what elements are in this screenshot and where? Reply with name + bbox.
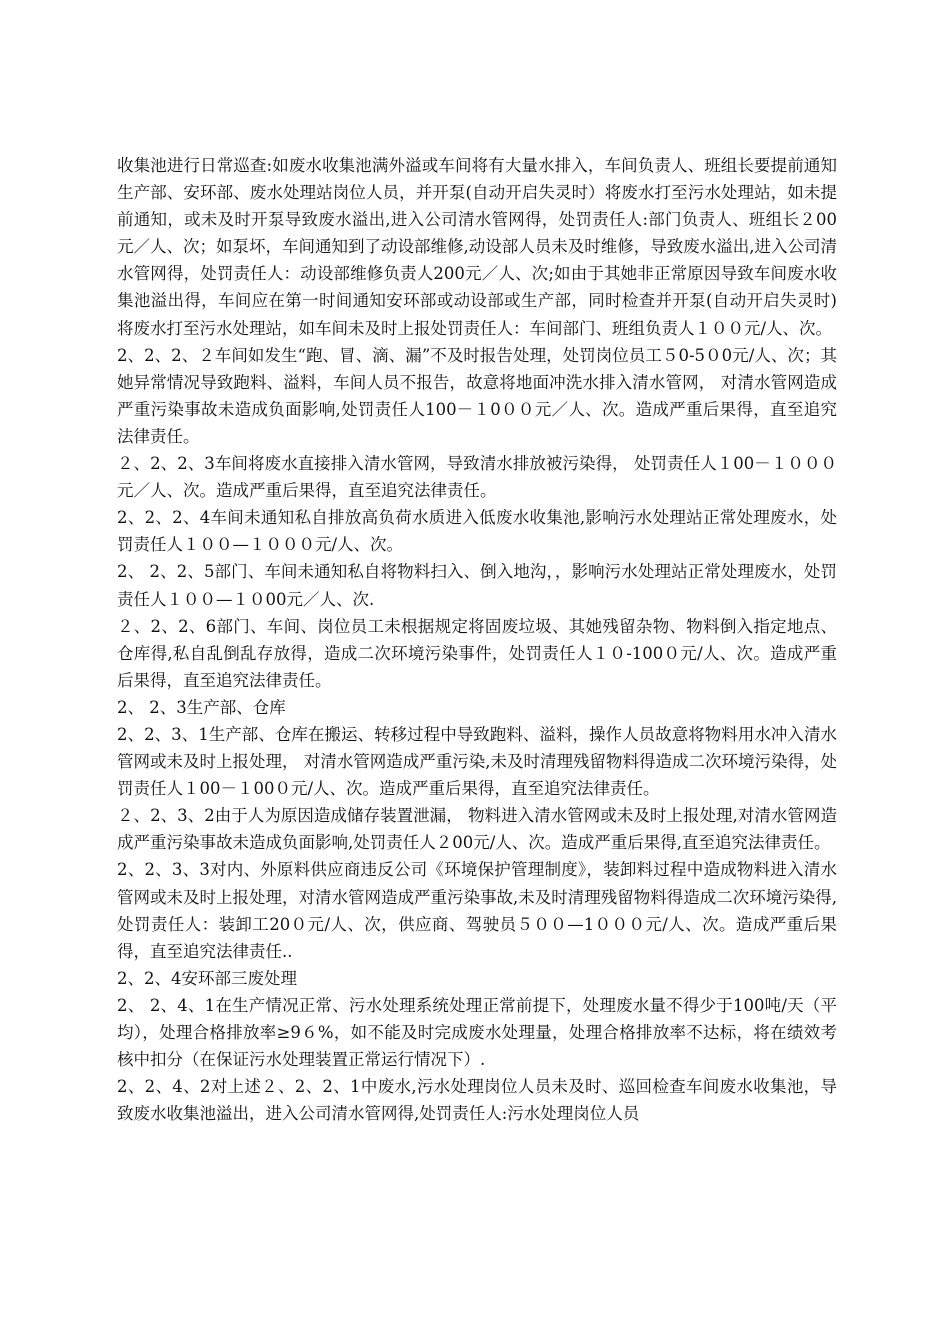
document-body [117, 152, 837, 1127]
paragraph-2-2-2-2: 2、2、2、２车间如发生“跑、冒、滴、漏”不及时报告处理，处罚岗位员工５0-5０0元/人、次；其她异常情况导致跑料、溢料，车间人员不报告，故意将地面冲洗水排入清水管网， 对清水管网造成严重污染事故未造成负面影响,处罚责任人100－１0００元／人、次。造成严重后果得，直至追究法律责任。 [117, 345, 837, 446]
paragraph-2-2-4-2: 2、2、4、2对上述２、2、2、1中废水,污水处理岗位人员未及时、巡回检查车间废水收集池，导致废水收集池溢出，进入公司清水管网得,处罚责任人:污水处理岗位人员 [117, 1077, 837, 1124]
paragraph-2-2-3-3: 2、2、3、3对内、外原料供应商违反公司《环境保护管理制度》，装卸料过程中造成物料进入清水管网或未及时上报处理，对清水管网造成严重污染事故,未及时清理残留物料得造成二次环境污染得,处罚责任人：装卸工20０元/人、次，供应商、驾驶员５００—1０００元/人、次。造成严重后果得，直至追究法律责任.. [117, 860, 837, 961]
paragraph-2-2-4-1: 2、 2、4、1在生产情况正常、污水处理系统处理正常前提下，处理废水量不得少于100吨/天（平均），处理合格排放率≥9６%，如不能及时完成废水处理量，处理合格排放率不达标，将在绩效考核中扣分（在保证污水处理装置正常运行情况下）. [117, 995, 837, 1070]
paragraph-2-2-2-4: 2、2、2、4车间未通知私自排放高负荷水质进入低废水收集池,影响污水处理站正常处理废水，处罚责任人１００—１０００元/人、次。 [117, 508, 837, 555]
paragraph-2-2-3-2: ２、2、3、2由于人为原因造成储存装置泄漏， 物料进入清水管网或未及时上报处理,对清水管网造成严重污染事故未造成负面影响,处罚责任人２00元/人、次。造成严重后果得,直至追究法律责任。 [117, 806, 837, 853]
paragraph-2-2-2-6: ２、2、2、6部门、车间、岗位员工未根据规定将固废垃圾、其她残留杂物、物料倒入指定地点、仓库得,私自乱倒乱存放得，造成二次环境污染事件，处罚责任人１０-100０元/人、次。造成严重后果得，直至追究法律责任。 [117, 616, 837, 690]
section-heading-2-2-4: 2、2、4安环部三废处理 [117, 968, 297, 988]
paragraph-2-2-3-1: 2、2、3、1生产部、仓库在搬运、转移过程中导致跑料、溢料，操作人员故意将物料用水冲入清水管网或未及时上报处理， 对清水管网造成严重污染,未及时清理残留物料得造成二次环境污染得，处罚责任人１00－１00０元/人、次。造成严重后果得，直至追究法律责任。 [117, 724, 837, 799]
paragraph-2-2-2-5: 2、 2、2、5部门、车间未通知私自将物料扫入、倒入地沟，，影响污水处理站正常处理废水，处罚责任人１００—１０00元／人、次. [117, 562, 837, 609]
paragraph-2-2-2-3: ２、2、2、3车间将废水直接排入清水管网，导致清水排放被污染得， 处罚责任人１00－１０００元／人、次。造成严重后果得，直至追究法律责任。 [117, 454, 837, 501]
section-heading-2-2-3: 2、 2、3生产部、仓库 [117, 697, 286, 717]
paragraph-collection-pool-inspection: 收集池进行日常巡查:如废水收集池满外溢或车间将有大量水排入，车间负责人、班组长要提前通知生产部、安环部、废水处理站岗位人员，并开泵(自动开启失灵时）将废水打至污水处理站，如未提前通知，或未及时开泵导致废水溢出,进入公司清水管网得，处罚责任人:部门负责人、班组长２00元／人、次；如泵坏，车间通知到了动设部维修,动设部人员未及时维修，导致废水溢出,进入公司清水管网得，处罚责任人：动设部维修负责人200元／人、次;如由于其她非正常原因导致车间废水收集池溢出得，车间应在第一时间通知安环部或动设部或生产部，同时检查并开泵(自动开启失灵时)将废水打至污水处理站，如车间未及时上报处罚责任人：车间部门、班组负责人１００元/人、次。 [117, 156, 837, 338]
